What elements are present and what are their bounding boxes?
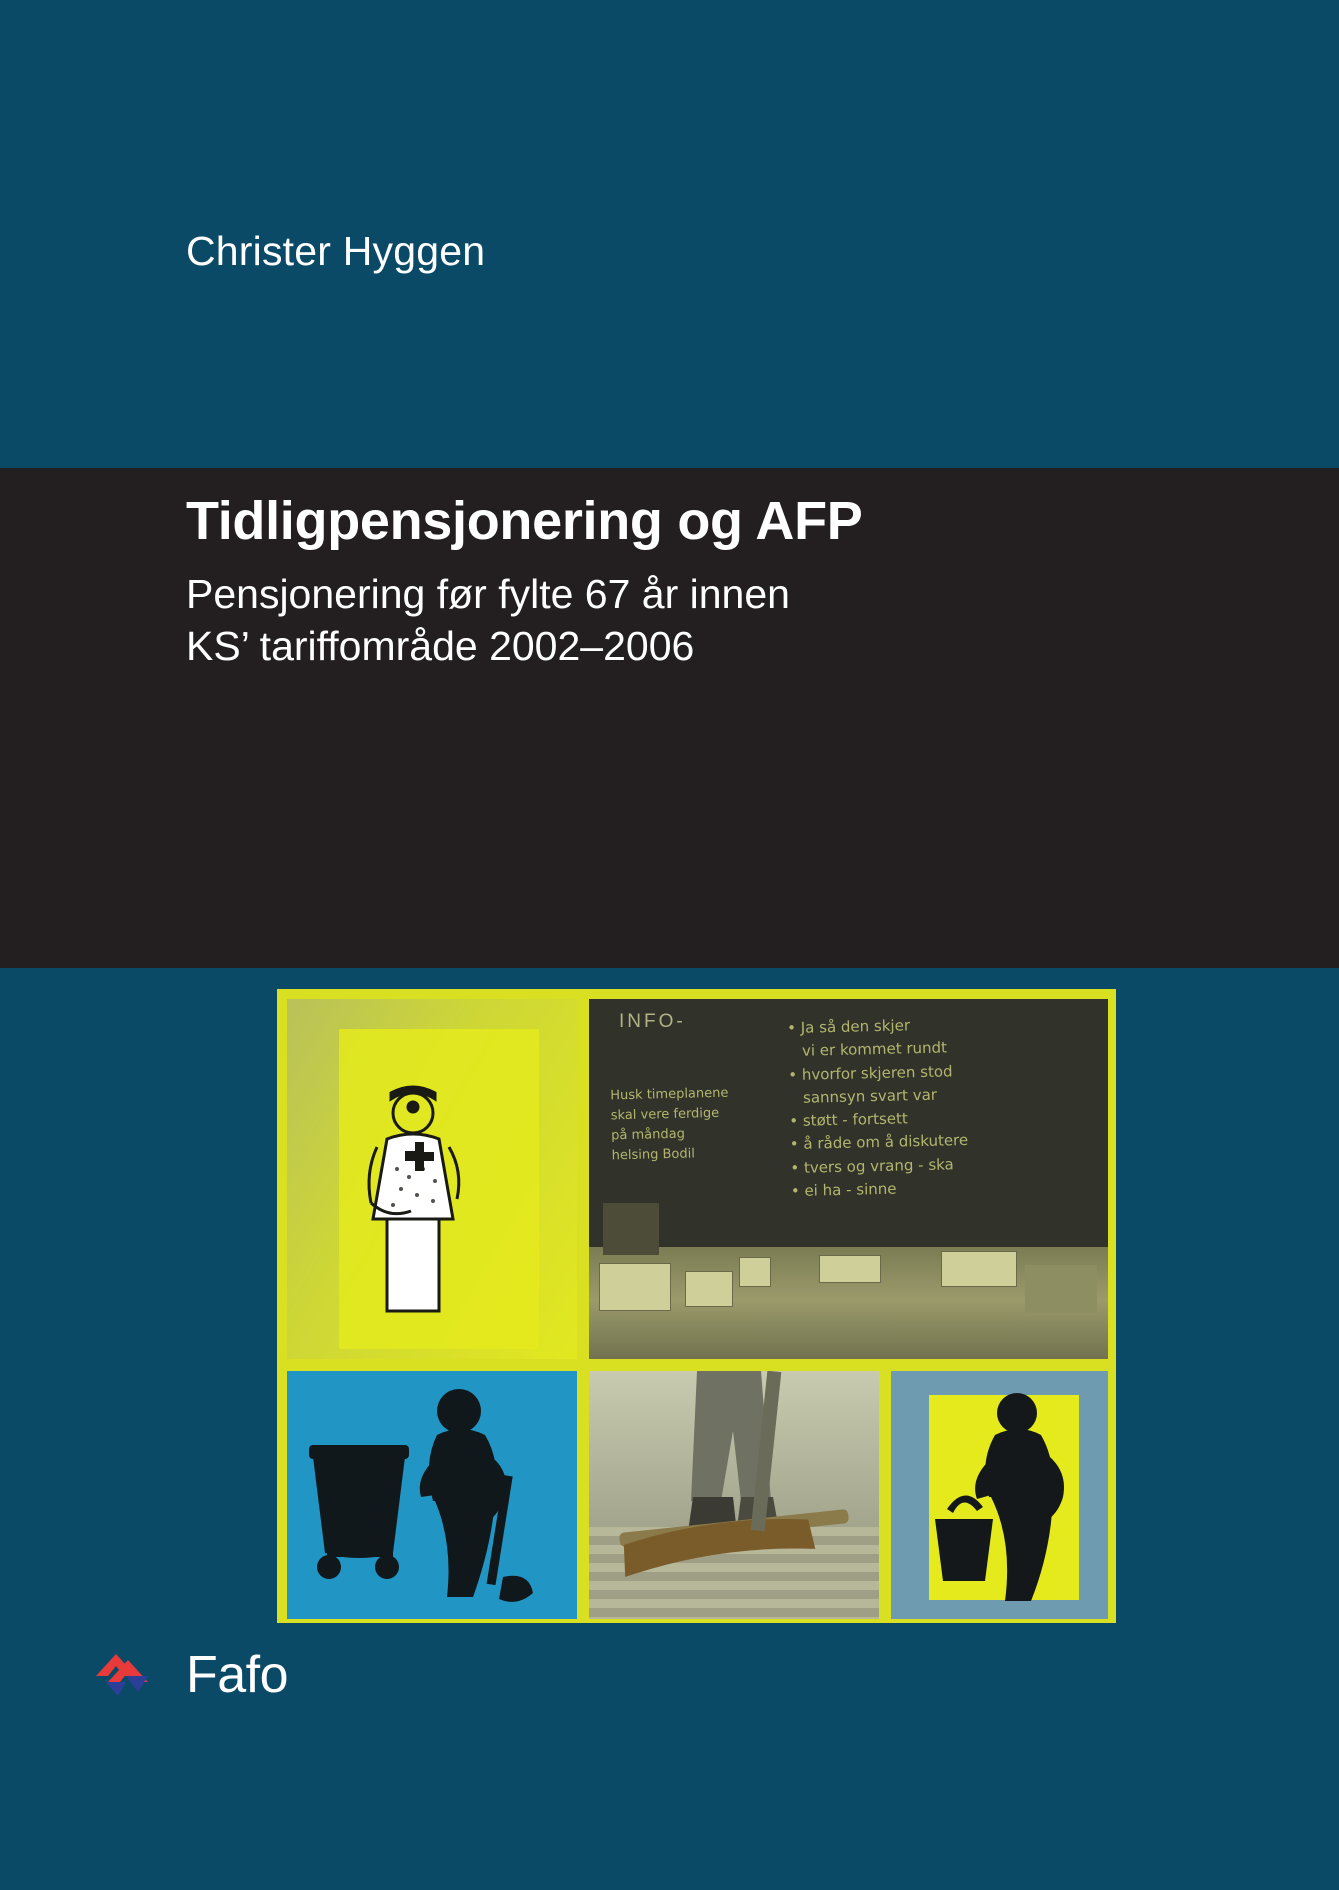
author-name: Christer Hyggen	[186, 228, 486, 274]
blackboard-left-text: Husk timeplanene skal vere ferdige på måndag helsing Bodil	[610, 1085, 729, 1164]
blackboard-surface	[589, 999, 1108, 1257]
collage-tile-bucket-carrier	[888, 1368, 1111, 1622]
fafo-logo-mark-icon	[88, 1646, 172, 1704]
collage-tile-blackboard	[586, 996, 1111, 1362]
publisher-name: Fafo	[186, 1646, 289, 1704]
blackboard-right-text: • Ja så den skjer vi er kommet rundt • hvorfor skjeren stod sannsyn svart var • støtt - fortsett • å råde om å diskutere • tvers og vrang - ska • ei ha - sinne	[786, 1016, 969, 1200]
legs-and-broom-icon	[589, 1371, 879, 1619]
page-title: Tidligpensjonering og AFP	[186, 491, 863, 551]
desk-box-2	[685, 1271, 733, 1307]
collage-tile-broom-photo	[586, 1368, 882, 1622]
collage-tile-nurse-illustration	[284, 996, 580, 1362]
collage-tile-cleaning-silhouette	[284, 1368, 580, 1622]
page-subtitle-line-1: Pensjonering før fylte 67 år innen	[186, 571, 790, 617]
page-subtitle	[186, 568, 1086, 673]
nurse-figure-icon	[347, 1077, 517, 1317]
cover-collage	[274, 986, 1119, 1626]
desk-box-1	[599, 1263, 671, 1311]
worker-with-bucket-icon	[891, 1371, 1108, 1619]
desk-box-3	[739, 1257, 771, 1287]
blackboard-header-text: INFO-	[619, 1011, 686, 1032]
desk-box-4	[819, 1255, 881, 1283]
blackboard-desk	[589, 1247, 1108, 1362]
fafo-logo	[88, 1645, 288, 1705]
desk-crate	[1025, 1265, 1097, 1313]
desk-cabinet	[603, 1203, 659, 1255]
cleaner-with-mop-icon	[287, 1371, 577, 1619]
desk-box-5	[941, 1251, 1017, 1287]
page-subtitle-line-2: KS’ tariffområde 2002–2006	[186, 623, 695, 670]
